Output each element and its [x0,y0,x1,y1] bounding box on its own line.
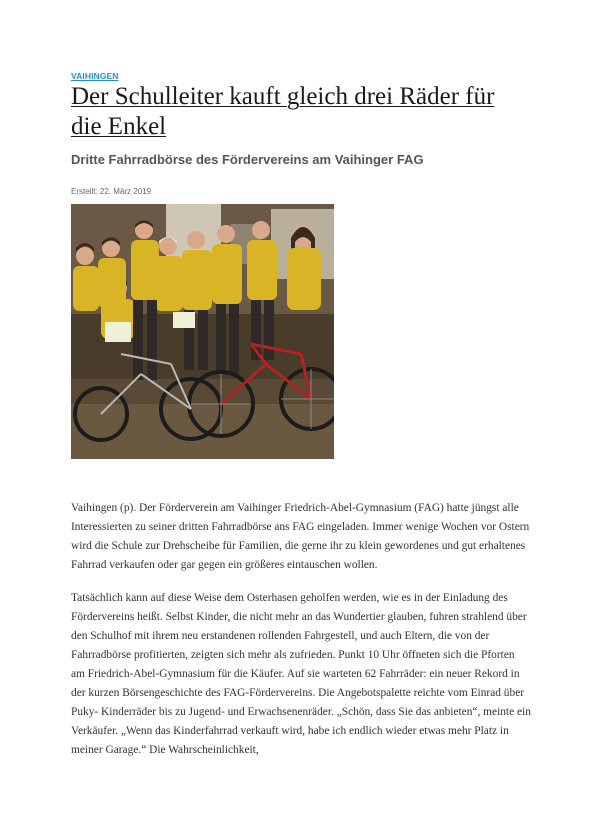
article-paragraph: Vaihingen (p). Der Förderverein am Vaihinger Friedrich-Abel-Gymnasium (FAG) hatte jüngst alle Interessierten zu seiner dritten Fahrradbörse ans FAG eingeladen. Immer wenige Wochen vor Ostern wird die Schule zur Drehscheibe für Familien, die gerne ihr zu klein gewordenes und gut erhaltenes Fahrrad verkaufen oder gar gegen ein größeres eintauschen wollen. [71,502,530,571]
article-paragraph: Tatsächlich kann auf diese Weise dem Osterhasen geholfen werden, wie es in der Einladung des Fördervereins heißt. Selbst Kinder, die nicht mehr an das Wundertier glauben, fuhren strahlend über den Schulhof mit ihrem neu erstandenen rollenden Fahrgestell, und auch Eltern, die von der Fahrradbörse profitierten, zeigten sich mehr als zufrieden. Punkt 10 Uhr öffneten sich die Pforten am Friedrich-Abel-Gymnasium für die Käufer. Auf sie warteten 62 Fahrräder: ein neuer Rekord in der kurzen Börsengeschichte des FAG-Fördervereins. Die Angebotspalette reichte vom Einrad über Puky- Kinderräder bis zu Jugend- und Erwachsenenräder. „Schön, dass Sie das anbieten“, meinte ein Verkäufer. „Wenn das Kinderfahrrad verkauft wird, habe ich endlich wieder etwas mehr Platz in meiner Garage.“ Die Wahrscheinlichkeit, [71,592,531,756]
article-subtitle: Dritte Fahrradbörse des Fördervereins am Vaihinger FAG [71,152,424,167]
article-body [71,499,531,774]
category-link[interactable]: VAIHINGEN [71,71,119,81]
article-headline[interactable]: Der Schulleiter kauft gleich drei Räder für die Enkel [71,83,495,140]
group-photo-bicycles-icon [71,204,334,459]
created-date: Erstellt: 22. März 2019 [71,187,152,196]
article-photo [71,204,334,459]
